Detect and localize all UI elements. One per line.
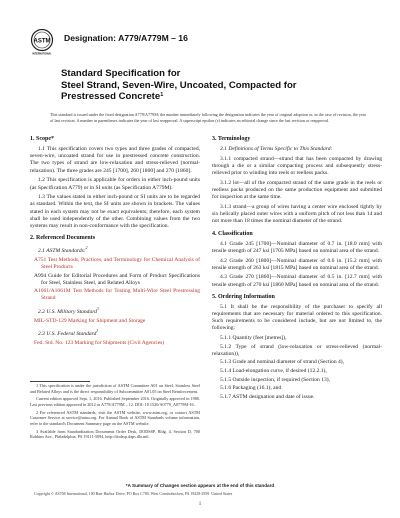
reference-mil-std-129[interactable]: MIL-STD-129 Marking for Shipment and Storage — [34, 317, 146, 324]
document-title — [61, 68, 361, 103]
paragraph-1-3: 1.3 The values stated in either inch-pound or SI units are to be regarded as standard. Within the text, the SI units are shown in brackets. The values stated in each system may not be exact equivalents; therefore, each system shall be used independently of the other. Combining values from the two systems may result in non-conformance with the specification. — [30, 194, 200, 229]
section-scope-heading: 1. Scope* — [30, 136, 54, 142]
footnote-3: 3 Available from Standardization Documents Order Desk, DODSSP, Bldg. 4, Section D, 700 Robbins Ave., Philadelphia, PA 19111-5094, http://dodssp.daps.dla.mil. — [30, 428, 200, 440]
paragraph-4-1: 4.1 Grade 245 [1700]—Nominal diameter of 0.7 in. [18.0 mm] with tensile strength of 247 ksi [1705 MPa] based on nominal area of the strand. — [212, 240, 382, 254]
section-classification-heading: 4. Classification — [212, 230, 253, 237]
section-ordering-information-heading: 5. Ordering Information — [212, 293, 275, 300]
paragraph-1-1: 1.1 This specification covers two types and three grades of compacted, seven-wire, uncoated strand for use in prestressed concrete construction. The two types of strand are low-relaxation and stress-relieved (normal-relaxation). The three grades are 245 [1700], 260 [1800] and 270 [1860]. — [30, 146, 200, 174]
astm-logo-icon — [30, 29, 54, 56]
list-item-5-1-1: 5.1.1 Quantity (feet [metres]), — [220, 335, 287, 342]
list-item-5-1-2: 5.1.2 Type of strand (low-relaxation or stress-relieved (normal-relaxation)), — [212, 343, 382, 357]
paragraph-4-3: 4.3 Grade 270 [1860]—Nominal diameter of 0.5 in. [12.7 mm] with tensile strength of 270 ksi [1860 MPa] based on nominal area of the strand. — [212, 274, 382, 288]
footnote-divider — [30, 381, 90, 382]
reference-a751[interactable]: A751 Test Methods, Practices, and Terminology for Chemical Analysis of Steel Products — [34, 257, 200, 271]
list-item-5-1-7: 5.1.7 ASTM designation and date of issue. — [220, 393, 315, 400]
reference-fed-std-123[interactable]: Fed. Std. No. 123 Marking for Shipments (Civil Agencies) — [34, 339, 165, 346]
title-line-2: Steel Strand, Seven-Wire, Uncoated, Compacted for — [61, 79, 297, 91]
svg-text:ASTM: ASTM — [33, 38, 51, 45]
federal-standard-heading: 2.3 U.S. Federal Standard$^3$ — [38, 328, 99, 337]
list-item-5-1-5: 5.1.5 Outside inspection, if required (Section 13), — [220, 376, 330, 383]
paragraph-5-1: 5.1 It shall be the responsibility of the purchaser to specify all requirements that are necessary for material ordered to this specification. Such requirements to be considered include, but are not limited to, the following: — [212, 303, 382, 332]
paragraph-3-1-2: 3.1.2 lot—all of the compacted strand of the same grade in the reels or reelless packs produced on the same production equipment and submitted for inspection at the same time. — [212, 179, 382, 201]
title-line-1: Standard Specification for — [61, 68, 181, 79]
footnote-1: 1 This specification is under the jurisdiction of ASTM Committee A01 on Steel, Stainless Steel and Related Alloys and is the direct responsibility of Subcommittee A01.05 on Steel Reinforcement. — [30, 383, 200, 394]
military-standard-heading: 2.2 U.S. Military Standard$^3$ — [38, 306, 99, 315]
paragraph-4-2: 4.2 Grade 260 [1800]—Nominal diameter of 0.6 in. [15.2 mm] with tensile strength of 263 ksi [1815 MPa] based on nominal area of the strand. — [212, 257, 382, 271]
section-terminology-heading: 3. Terminology — [212, 136, 251, 142]
right-column — [212, 134, 382, 402]
designation: Designation: A779/A779M – 16 — [64, 33, 188, 43]
footnote-1-edition: Current edition approved Sept. 1, 2016. Published September 2016. Originally approved in 1980. Last previous edition approved in 2012 as A779/A779M – 12. DOI: 10.1520/A0779_A0779M-16. — [30, 396, 200, 407]
summary-of-changes-note: *A Summary of Changes section appears at the end of this standard — [125, 483, 275, 488]
copyright-notice: Copyright © ASTM International, 100 Barr Harbor Drive, PO Box C700, West Conshohocken, PA 19428-2959. United States — [34, 491, 233, 496]
paragraph-3-1-3: 3.1.3 strand—a group of wires having a center wire enclosed tightly by six helically placed outer wires with a uniform pitch of not less than 14 and not more than 18 times the nominal diameter of the strand. — [212, 204, 382, 225]
list-item-5-1-6: 5.1.6 Packaging (16.1), and — [220, 385, 282, 392]
list-item-5-1-3: 5.1.3 Grade and nominal diameter of strand (Section 4), — [220, 359, 344, 366]
paragraph-3-1-1: 3.1.1 compacted strand—strand that has been compacted by drawing through a die or a similar compacting process and subsequently stress-relieved prior to winding into reels or reelless packs. — [212, 155, 382, 177]
reference-a1061[interactable]: A1061/A1061M Test Methods for Testing Multi-Wire Steel Prestressing Strand — [34, 288, 200, 302]
section-referenced-documents-heading: 2. Referenced Documents — [30, 235, 96, 242]
list-item-5-1-4: 5.1.4 Load-elongation curve, if desired (12.2.1), — [220, 367, 327, 374]
designation-notice: This standard is issued under the fixed designation A779/A779M; the number immediately following the designation indicates the year of original adoption or, in the case of revision, the year of last revision. A number in parentheses indicates the year of last reapproval. A superscript epsilon (ε) indicates an editorial change since the last revision or reapproval. — [50, 112, 366, 123]
reference-a994: A994 Guide for Editorial Procedures and Form of Product Specifications for Steel, Stainless Steel, and Related Alloys — [34, 272, 200, 286]
left-column — [30, 134, 200, 348]
page-number: 1 — [198, 502, 202, 507]
footnote-2: 2 For referenced ASTM standards, visit the ASTM website, www.astm.org, or contact ASTM Customer Service at service@astm.org. For Annual Book of ASTM Standards volume information, refer to the standard's Document Summary page on the ASTM website. — [30, 409, 200, 426]
footnotes — [30, 383, 200, 442]
svg-text:INTERNATIONAL: INTERNATIONAL — [32, 52, 52, 56]
paragraph-3-1: 3.1 Definitions of Terms Specific to This Standard: — [220, 146, 333, 153]
paragraph-1-2: 1.2 This specification is applicable for orders in either inch-pound units (as Specification A779) or in SI units (as Specification A779M). — [30, 177, 200, 191]
title-line-3: Prestressed Concrete$^1$ — [61, 91, 164, 103]
astm-standards-heading: 2.1 ASTM Standards:$^2$ — [38, 246, 88, 255]
